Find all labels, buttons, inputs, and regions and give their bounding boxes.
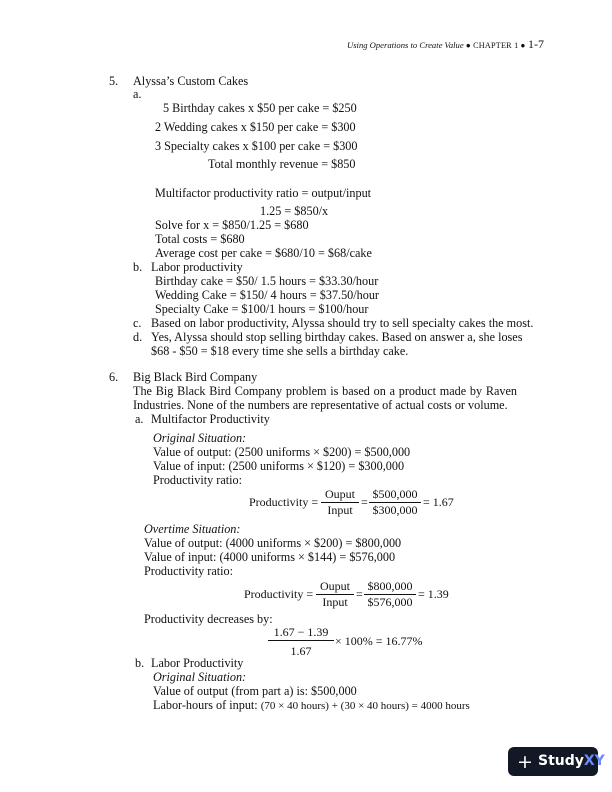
q5-revenue-specialty: 3 Specialty cakes x $100 per cake = $300 [155, 139, 358, 153]
q6-overtime-ratio-label: Productivity ratio: [144, 564, 234, 578]
q6-intro-1: The Big Black Bird Company problem is based on a product made by Raven [133, 384, 517, 398]
q6-b-hours-expression: (70 × 40 hours) + (30 × 40 hours) = 4000 hours [260, 700, 470, 712]
q6-decrease-result: × 100% = 16.77% [335, 634, 423, 648]
q6-original-output: Value of output: (2500 uniforms × $200) = $500,000 [153, 445, 411, 459]
q6-original-result: = 1.67 [423, 495, 454, 509]
q5-labor-wedding: Wedding Cake = $150/ 4 hours = $37.50/hour [155, 288, 379, 302]
q5-part-a: a. [133, 87, 142, 101]
page-number: 1-7 [528, 37, 544, 51]
fraction-numerator: $800,000 [367, 579, 413, 593]
q6-b-hours-label: Labor-hours of input: [153, 698, 258, 712]
q5-number: 5. [109, 74, 119, 88]
q6-overtime-value-fraction [364, 579, 416, 610]
q6-b-hours [153, 698, 470, 713]
fraction-denominator: 1.67 [268, 640, 334, 659]
q5-revenue-wedding: 2 Wedding cakes x $150 per cake = $300 [155, 120, 356, 134]
q6-decrease-label: Productivity decreases by: [144, 612, 273, 626]
q5-title: Alyssa’s Custom Cakes [133, 74, 249, 88]
studyxy-logo [538, 753, 605, 769]
q5-revenue-birthday: 5 Birthday cakes x $50 per cake = $250 [163, 101, 357, 115]
q5-avg-cost: Average cost per cake = $680/10 = $68/cake [155, 246, 372, 260]
fraction-numerator: Ouput [320, 579, 350, 593]
q6-original-value-fraction [369, 487, 421, 518]
brand-study: Study [538, 753, 584, 769]
q6-part-b: b. [135, 656, 145, 670]
studyxy-badge[interactable] [508, 747, 605, 776]
fraction-denominator: $576,000 [364, 594, 416, 610]
q6-b-original-label: Original Situation: [153, 670, 247, 684]
q6-productivity-word: Productivity = [249, 495, 319, 509]
fraction-denominator: Input [321, 502, 359, 518]
q5-part-d: d. [133, 330, 143, 344]
plus-icon: + [517, 751, 533, 773]
q5-mf-ratio: Multifactor productivity ratio = output/input [155, 186, 372, 200]
q6-b-title: Labor Productivity [151, 656, 244, 670]
q6-decrease-fraction [268, 625, 334, 659]
q6-overtime-output: Value of output: (4000 uniforms × $200) = $800,000 [144, 536, 402, 550]
q5-d-text-2: $68 - $50 = $18 every time she sells a birthday cake. [151, 344, 409, 358]
q6-ouput-input-fraction [321, 487, 359, 518]
q6-part-a: a. [135, 412, 144, 426]
q6-intro-2: Industries. None of the numbers are representative of actual costs or volume. [133, 398, 508, 412]
q6-ouput-input-fraction-2 [316, 579, 354, 610]
equals-sign: = [361, 495, 368, 509]
q5-d-text-1: Yes, Alyssa should stop selling birthday cakes. Based on answer a, she loses [151, 330, 523, 344]
header-bullet: ● [465, 41, 471, 50]
q6-overtime-input: Value of input: (4000 uniforms × $144) = $576,000 [144, 550, 396, 564]
equals-sign: = [356, 587, 363, 601]
q6-productivity-word-2: Productivity = [244, 587, 314, 601]
q5-labor-birthday: Birthday cake = $50/ 1.5 hours = $33.30/hour [155, 274, 379, 288]
q5-part-b: b. [133, 260, 143, 274]
q5-part-c: c. [133, 316, 142, 330]
q5-equation: 1.25 = $850/x [260, 204, 329, 218]
header-chapter: CHAPTER 1 [473, 41, 519, 50]
q6-overtime-result: = 1.39 [418, 587, 449, 601]
q6-number: 6. [109, 370, 119, 384]
header-bullet-2: ● [520, 41, 526, 50]
fraction-numerator: $500,000 [372, 487, 418, 501]
q5-solve: Solve for x = $850/1.25 = $680 [155, 218, 309, 232]
fraction-denominator: Input [316, 594, 354, 610]
q6-overtime-label: Overtime Situation: [144, 522, 241, 536]
q6-title: Big Black Bird Company [133, 370, 258, 384]
q5-revenue-total: Total monthly revenue = $850 [208, 157, 356, 171]
q6-b-output: Value of output (from part a) is: $500,000 [153, 684, 357, 698]
header-book-title: Using Operations to Create Value [347, 40, 464, 50]
fraction-numerator: Ouput [325, 487, 355, 501]
q6-original-input: Value of input: (2500 uniforms × $120) = $300,000 [153, 459, 405, 473]
fraction-numerator: 1.67 − 1.39 [273, 625, 329, 639]
q6-original-label: Original Situation: [153, 431, 247, 445]
fraction-denominator: $300,000 [369, 502, 421, 518]
q5-labor-specialty: Specialty Cake = $100/1 hours = $100/hour [155, 302, 369, 316]
q5-c-text: Based on labor productivity, Alyssa should try to sell specialty cakes the most. [151, 316, 534, 330]
brand-xy: XY [583, 753, 605, 769]
running-header [347, 40, 526, 50]
q6-productivity-ratio-label: Productivity ratio: [153, 473, 243, 487]
q5-total-costs: Total costs = $680 [155, 232, 245, 246]
q5-labor-title: Labor productivity [151, 260, 243, 274]
q6-a-title: Multifactor Productivity [151, 412, 270, 426]
